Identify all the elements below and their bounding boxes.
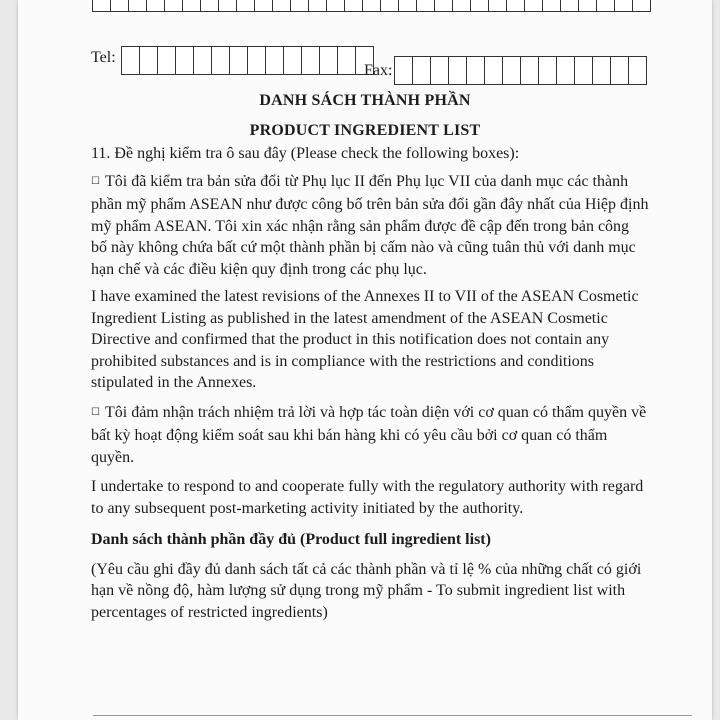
title-english: PRODUCT INGREDIENT LIST bbox=[249, 122, 481, 139]
document-page bbox=[18, 0, 712, 720]
full-list-note: (Yêu cầu ghi đầy đủ danh sách tất cả các thành phần và tỉ lệ % của những chất có giới hạn về nồng độ, hàm lượng sử dụng trong mỹ phẩm - To submit ingredient list with percentages of restricted ingredients) bbox=[91, 560, 642, 621]
tel-boxes[interactable] bbox=[122, 46, 374, 75]
tel-label: Tel: bbox=[91, 49, 116, 66]
checkbox-1[interactable]: ☐ bbox=[91, 175, 100, 187]
declaration-1-vi-text: Tôi đã kiểm tra bản sửa đổi từ Phụ lục II đến Phụ lục VII của danh mục các thành phần mỹ phẩm ASEAN như được công bố trên bản sửa đổi gần đây nhất của Hiệp định mỹ phẩm ASEAN. Tôi xin xác nhận rằng sản phẩm được đề cập đến trong bản công bố này không chứa bất cứ một thành phần bị cấm nào và cũng tuân thủ với danh mục hạn chế và các điều kiện quy định trong các phụ lục. bbox=[91, 172, 649, 278]
declaration-2-vi-text: Tôi đảm nhận trách nhiệm trả lời và hợp tác toàn diện với cơ quan có thẩm quyền về bất kỳ hoạt động kiểm soát sau khi bán hàng khi có yêu cầu bởi cơ quan có thẩm quyền. bbox=[91, 403, 647, 466]
fax-label: Fax: bbox=[364, 62, 393, 79]
declaration-1-vi bbox=[91, 171, 649, 281]
page-bottom-line bbox=[93, 715, 692, 716]
declaration-2-en: I undertake to respond to and cooperate fully with the regulatory authority with regard to any subsequent post-marketing activity initiated by the authority. bbox=[91, 478, 644, 517]
full-list-heading: Danh sách thành phần đầy đủ (Product full ingredient list) bbox=[91, 531, 491, 548]
declaration-content bbox=[91, 143, 649, 623]
declaration-2-vi bbox=[91, 402, 649, 469]
item-heading: 11. Đề nghị kiểm tra ô sau đây (Please check the following boxes): bbox=[91, 145, 520, 162]
checkbox-2[interactable]: ☐ bbox=[91, 406, 100, 418]
declaration-1-en: I have examined the latest revisions of the Annexes II to VII of the ASEAN Cosmetic Ingredient Listing as published in the latest amendment of the ASEAN Cosmetic Directive and confirmed that the product in this notification does not contain any prohibited substances and is in compliance with the restrictions and conditions stipulated in the Annexes. bbox=[91, 288, 639, 391]
previous-field-boxes[interactable] bbox=[93, 0, 651, 12]
fax-boxes[interactable] bbox=[395, 56, 647, 85]
title-vietnamese: DANH SÁCH THÀNH PHẦN bbox=[259, 92, 471, 109]
